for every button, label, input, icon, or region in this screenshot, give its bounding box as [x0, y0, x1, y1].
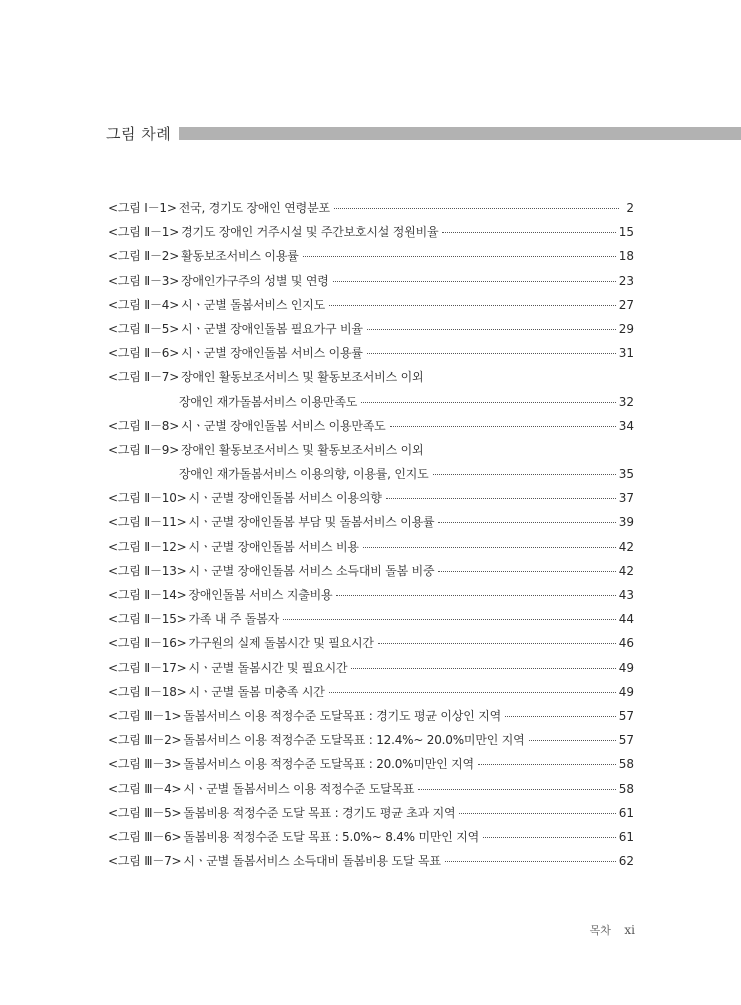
toc-entry-page: 34: [618, 418, 634, 433]
toc-entry-title: 시ㆍ군별 돌봄서비스 소득대비 돌봄비용 도달 목표: [183, 854, 441, 869]
toc-entry-number: <그림 Ⅱ－15>: [108, 612, 187, 627]
toc-dot-leader: [529, 739, 616, 741]
figure-list: [108, 196, 634, 873]
toc-entry[interactable]: [108, 656, 634, 680]
toc-entry[interactable]: [108, 825, 634, 849]
toc-entry-continuation: [108, 390, 634, 414]
toc-dot-leader: [445, 860, 616, 862]
toc-dot-leader: [361, 401, 616, 403]
toc-entry[interactable]: [108, 583, 634, 607]
toc-entry-number: <그림 Ⅱ－9>: [108, 442, 180, 457]
toc-entry-page: 2: [626, 201, 634, 215]
toc-entry-page: 18: [618, 249, 634, 264]
toc-entry-page: 49: [618, 660, 634, 675]
toc-entry[interactable]: [108, 486, 634, 510]
page-title: 그림 차례: [106, 125, 172, 143]
toc-entry-title: 시ㆍ군별 돌봄서비스 이용 적정수준 도달목표: [183, 781, 415, 796]
toc-entry[interactable]: [108, 607, 634, 631]
toc-entry-number: <그림 Ⅱ－18>: [108, 684, 187, 699]
toc-entry-page: 61: [618, 829, 634, 844]
toc-entry-number: <그림 Ⅲ－7>: [108, 854, 182, 869]
toc-entry-label: [108, 535, 359, 559]
toc-entry-label: [108, 269, 329, 293]
toc-entry-number: <그림 Ⅰ－1>: [108, 201, 177, 215]
toc-dot-leader: [303, 255, 616, 257]
toc-entry[interactable]: [108, 535, 634, 559]
toc-entry-label: [108, 801, 455, 825]
toc-entry-page: 57: [618, 733, 634, 748]
toc-entry-page: 46: [618, 636, 634, 651]
toc-entry-title: 시ㆍ군별 장애인돌봄 서비스 이용률: [181, 346, 363, 361]
toc-dot-leader: [329, 304, 616, 306]
toc-dot-leader: [438, 521, 615, 523]
toc-entry-title: 장애인 활동보조서비스 및 활동보조서비스 이외: [181, 442, 424, 457]
toc-dot-leader: [351, 667, 615, 669]
toc-entry-title: 장애인가구주의 성별 및 연령: [181, 273, 329, 288]
toc-entry[interactable]: [108, 269, 634, 293]
toc-dot-leader: [459, 812, 615, 814]
toc-entry[interactable]: [108, 414, 634, 438]
toc-entry-number: <그림 Ⅲ－4>: [108, 781, 182, 796]
toc-entry[interactable]: [108, 777, 634, 801]
toc-dot-leader: [367, 352, 616, 354]
toc-entry-page: 58: [618, 757, 634, 772]
toc-entry-number: <그림 Ⅱ－16>: [108, 636, 187, 651]
toc-entry[interactable]: [108, 680, 634, 704]
toc-entry[interactable]: [108, 752, 634, 776]
toc-entry-title: 가족 내 주 돌봄자: [188, 612, 280, 627]
toc-entry-label: [108, 583, 332, 607]
toc-entry-page: 42: [618, 563, 634, 578]
toc-entry-number: <그림 Ⅱ－4>: [108, 297, 180, 312]
toc-entry[interactable]: [108, 849, 634, 873]
toc-entry-title-line2: 장애인 재가돌봄서비스 이용의향, 이용률, 인지도: [179, 467, 429, 482]
toc-entry-label: [108, 486, 382, 510]
toc-entry-label: [108, 438, 423, 462]
toc-entry-title: 시ㆍ군별 장애인돌봄 서비스 비용: [188, 539, 359, 554]
toc-entry-label: [108, 849, 441, 873]
toc-entry-number: <그림 Ⅱ－7>: [108, 370, 180, 385]
toc-entry-label: [108, 728, 525, 752]
toc-entry-number: <그림 Ⅲ－2>: [108, 733, 182, 748]
toc-entry-label: [108, 244, 299, 268]
toc-dot-leader: [334, 207, 619, 209]
toc-entry-label: [108, 341, 363, 365]
toc-entry-page: 58: [618, 781, 634, 796]
toc-entry-number: <그림 Ⅲ－5>: [108, 805, 182, 820]
toc-entry-page: 37: [618, 491, 634, 506]
toc-entry-label: [108, 607, 279, 631]
toc-entry-title: 경기도 장애인 거주시설 및 주간보호시설 정원비율: [181, 225, 439, 240]
toc-entry-title: 시ㆍ군별 돌봄시간 및 필요시간: [188, 660, 348, 675]
toc-entry-title: 장애인돌봄 서비스 지출비용: [188, 588, 333, 602]
toc-entry-label: [108, 414, 386, 438]
toc-entry-label: [108, 317, 363, 341]
toc-entry-number: <그림 Ⅱ－1>: [108, 225, 180, 240]
toc-entry-label: [108, 293, 325, 317]
toc-entry-label: [108, 752, 474, 776]
toc-entry[interactable]: [108, 365, 634, 389]
toc-entry-page: 31: [618, 346, 634, 361]
toc-entry-number: <그림 Ⅱ－14>: [108, 588, 187, 602]
toc-entry-label: [108, 365, 423, 389]
toc-entry-label: [108, 704, 501, 728]
toc-entry-number: <그림 Ⅱ－12>: [108, 539, 187, 554]
toc-entry[interactable]: [108, 341, 634, 365]
toc-entry-title: 시ㆍ군별 장애인돌봄 부담 및 돌봄서비스 이용률: [188, 515, 435, 530]
toc-entry-label: [108, 631, 374, 655]
toc-entry[interactable]: [108, 196, 634, 220]
toc-entry[interactable]: [108, 704, 634, 728]
toc-entry[interactable]: [108, 220, 634, 244]
toc-dot-leader: [478, 763, 616, 765]
toc-entry-page: 39: [618, 515, 634, 530]
toc-entry-title: 시ㆍ군별 돌봄서비스 인지도: [181, 297, 325, 312]
toc-dot-leader: [483, 836, 616, 838]
toc-dot-leader: [442, 231, 615, 233]
toc-entry-title: 돌봄비용 적정수준 도달 목표 : 경기도 평균 초과 지역: [183, 805, 456, 820]
toc-dot-leader: [505, 715, 616, 717]
toc-entry-title: 돌봄서비스 이용 적정수준 도달목표 : 12.4%~ 20.0%미만인 지역: [183, 733, 525, 748]
toc-entry-label: [108, 559, 434, 583]
toc-entry-label: [108, 220, 438, 244]
toc-entry-number: <그림 Ⅲ－6>: [108, 829, 182, 844]
toc-dot-leader: [333, 280, 616, 282]
toc-dot-leader: [367, 328, 616, 330]
page-footer: [590, 922, 635, 938]
toc-entry-page: 42: [618, 539, 634, 554]
toc-entry-page: 44: [618, 612, 634, 627]
toc-dot-leader: [433, 473, 616, 475]
toc-entry[interactable]: [108, 559, 634, 583]
toc-entry-number: <그림 Ⅲ－3>: [108, 757, 182, 772]
toc-entry-page: 23: [618, 273, 634, 288]
toc-entry-title: 시ㆍ군별 장애인돌봄 서비스 소득대비 돌봄 비중: [188, 563, 435, 578]
toc-entry-page: 15: [618, 225, 634, 240]
toc-entry[interactable]: [108, 293, 634, 317]
toc-entry-page: 27: [618, 297, 634, 312]
toc-entry-title: 전국, 경기도 장애인 연령분포: [178, 201, 330, 215]
toc-entry-number: <그림 Ⅱ－5>: [108, 321, 180, 336]
toc-entry-number: <그림 Ⅱ－6>: [108, 346, 180, 361]
toc-entry[interactable]: [108, 244, 634, 268]
toc-entry-label: [108, 510, 434, 534]
page-header: [0, 124, 741, 144]
toc-entry-continuation: [108, 462, 634, 486]
toc-entry-title: 시ㆍ군별 장애인돌봄 서비스 이용의향: [188, 491, 382, 506]
toc-entry-number: <그림 Ⅱ－13>: [108, 563, 187, 578]
toc-entry[interactable]: [108, 801, 634, 825]
toc-entry[interactable]: [108, 317, 634, 341]
toc-entry-label: [108, 777, 414, 801]
toc-dot-leader: [390, 425, 616, 427]
toc-dot-leader: [363, 546, 616, 548]
toc-entry-title: 시ㆍ군별 장애인돌봄 필요가구 비율: [181, 321, 363, 336]
toc-entry-label: [108, 196, 330, 220]
toc-entry-number: <그림 Ⅱ－10>: [108, 491, 187, 506]
toc-entry-number: <그림 Ⅱ－3>: [108, 273, 180, 288]
toc-dot-leader: [418, 788, 615, 790]
toc-entry-page: 32: [618, 394, 634, 409]
toc-entry[interactable]: [108, 631, 634, 655]
toc-entry-page: 43: [618, 588, 634, 602]
toc-entry-title: 돌봄비용 적정수준 도달 목표 : 5.0%~ 8.4% 미만인 지역: [183, 829, 480, 844]
toc-dot-leader: [283, 618, 616, 620]
toc-entry-number: <그림 Ⅱ－17>: [108, 660, 187, 675]
toc-entry-title: 돌봄서비스 이용 적정수준 도달목표 : 경기도 평균 이상인 지역: [183, 708, 501, 723]
footer-section-label: 목차: [589, 924, 611, 937]
toc-entry-number: <그림 Ⅱ－8>: [108, 418, 180, 433]
toc-entry-title: 돌봄서비스 이용 적정수준 도달목표 : 20.0%미만인 지역: [183, 757, 474, 772]
toc-entry-number: <그림 Ⅲ－1>: [108, 708, 182, 723]
toc-entry-label: [108, 656, 347, 680]
toc-entry-label: [108, 680, 325, 704]
toc-entry-title: 가구원의 실제 돌봄시간 및 필요시간: [188, 636, 374, 651]
toc-dot-leader: [378, 642, 616, 644]
toc-dot-leader: [386, 497, 616, 499]
toc-entry-page: 57: [618, 708, 634, 723]
toc-entry-title: 장애인 활동보조서비스 및 활동보조서비스 이외: [181, 370, 424, 385]
toc-entry[interactable]: [108, 510, 634, 534]
toc-entry-page: 35: [618, 467, 634, 482]
toc-dot-leader: [329, 691, 616, 693]
toc-entry-title: 시ㆍ군별 돌봄 미충족 시간: [188, 684, 325, 699]
toc-dot-leader: [438, 570, 615, 572]
toc-entry-page: 29: [618, 321, 634, 336]
toc-entry-title: 시ㆍ군별 장애인돌봄 서비스 이용만족도: [181, 418, 386, 433]
toc-entry-page: 49: [618, 684, 634, 699]
toc-dot-leader: [336, 594, 615, 596]
toc-entry-number: <그림 Ⅱ－2>: [108, 249, 180, 264]
toc-entry-page: 61: [618, 805, 634, 820]
toc-entry-title-line2: 장애인 재가돌봄서비스 이용만족도: [179, 394, 358, 409]
header-rule-bar: [179, 127, 741, 140]
toc-entry-title: 활동보조서비스 이용률: [181, 249, 299, 264]
toc-entry[interactable]: [108, 438, 634, 462]
toc-entry-label: [108, 825, 479, 849]
toc-entry-number: <그림 Ⅱ－11>: [108, 515, 187, 530]
toc-entry[interactable]: [108, 728, 634, 752]
toc-entry-page: 62: [618, 854, 634, 869]
footer-page-number: xi: [624, 923, 635, 937]
